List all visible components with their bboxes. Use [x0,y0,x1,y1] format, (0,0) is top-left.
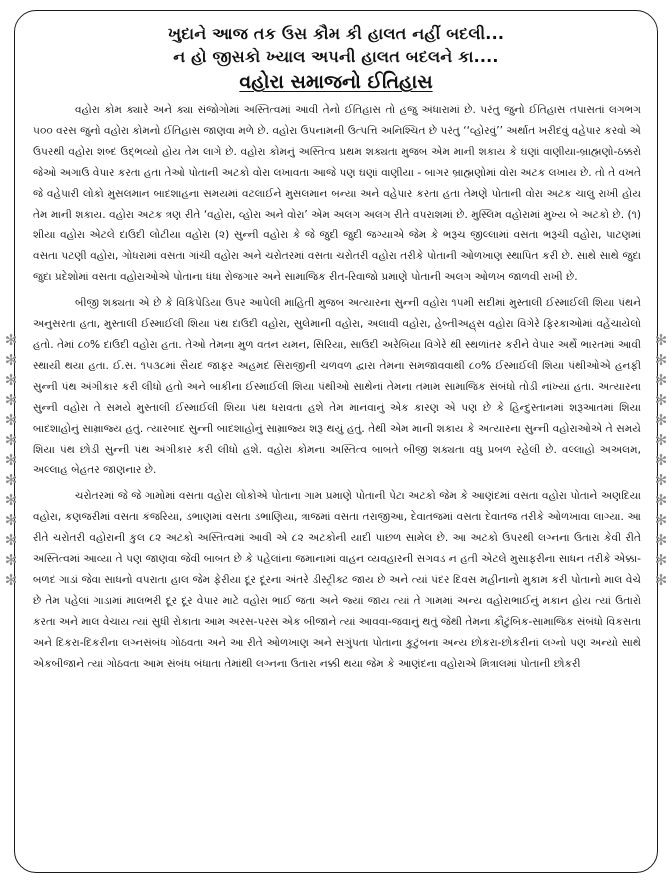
right-star-ornament: ✻ ✻ ✻ ✻ ✻ ✻ ✻ ✻ ✻ ✻ ✻ ✻ ✻ [654,331,668,589]
article-header [30,22,642,95]
paragraph-3: ચરોતરમાં જે જે ગામોમાં વસતા વહોરા લોકોએ પોતાના ગામ પ્રમાણે પોતાની પેટા અટકો જેમ કે આણંદમાં વસતા વહોરા પોતાને અણદિયા વહોરા, કણજરીમાં વસતા કંજરિયા, ડભાણમાં વસતા ડભાણિયા, ત્રાજમાં વસતા તરાજીઆ, દેવાતજમાં વસતા દેવાતજ તરીકે ઓળખાવા લાગ્યા. આ રીતે ચરોતરી વહોરાની કુલ ૮૨ અટકો અસ્તિત્વમાં આવી એ ૮૨ અટકોની યાદી પાછળ સામેલ છે. આ અટકો ઉપરથી લગ્નના ઉતારા કેવી રીતે અસ્તિત્વમાં આવ્યા તે પણ જાણવા જેવી બાબત છે કે પહેલાંના જમાનામાં વાહન વ્યવહારની સગવડ ન હતી એટલે મુસાફરીના સાધન તરીકે એક્કા-બળદ ગાડાં જેવા સાધનો વપરાતા હાલ જેમ ફેરીયા દૂર દૂરના અંતરે ડીસ્ટ્રીક્ટ જાય છે અને ત્યાં પંદર દિવસ મહીનાનો મુકામ કરી પોતાનો માલ વેચે છે તેમ પહેલાં ગાડામાં માલભરી દૂર દૂર વેપાર માટે વહોરા ભાઈ જતા અને જ્યાં જાય ત્યાં તે ગામમાં અન્ય વહોરાભાઈનું મકાન હોય ત્યાં ઉતારો કરતા અને માલ વેચાય ત્યાં સુધી રોકાતા આમ અરસ-પરસ એક બીજાને ત્યાં આવવા-જવાનું થતું જેથી તેમના કૌટુંબિક-સામાજિક સંબંધો વિકસતા અને દિકરા-દિકરીના લગ્નસંબંધ ગોઠવતા અને આ રીતે ઓળખાણ અને સગુંપતા પોતાના કુટુંબના અન્ય છોકરા-છોકરીનાં લગ્નો પણ અન્યો સાથે એકબીજાને ત્યાં ગોઠવતા આમ સંબંધ બંધાતા તેમાંથી લગ્નના ઉતારા નક્કી થયા જેમ કે આણંદના વહોરાએ મિત્રાલમાં પોતાની છોકરી [33,490,641,670]
paragraph-1: વહોરા કોમ ક્યારે અને ક્યા સંજોગોમાં અસ્તિત્વમાં આવી તેનો ઈતિહાસ તો હજુ અંધારામાં છે. પરંતુ જુનો ઈતિહાસ તપાસતાં લગભગ ૫૦૦ વરસ જુનો વહોરા કોમનો ઈતિહાસ જાણવા મળે છે. વહોરા ઉપનામની ઉત્પત્તિ અનિશ્ચિત છે પરંતુ ‘‘વ્હોરવું’’ અર્થાત ખરીદવું વહેપાર કરવો એ ઉપરથી વહોરા શબ્દ ઉદ્ભવ્યો હોય તેમ લાગે છે. વહોરા કોમનું અસ્તિત્વ પ્રથમ શક્યતા મુજબ એમ માની શકાય કે ઘણાં વાણીયા-બ્રાહ્મણો-ઠક્કરો જેઓ અગાઉ વેપાર કરતા હતા તેઓ પોતાની અટકો વોરા લખાવતા આજે પણ ઘણાં વાણીયા - બાગર બ્રાહ્મણોમાં વોરા અટક લખાય છે. તો તે વખતે જે વહેપારી લોકો મુસલમાન બાદશાહના સમયમાં વટલાઈને મુસલમાન બન્યા અને વહેપાર કરતા હતા તેમણે પોતાની વોરા અટક ચાલુ રાખી હોય તેમ માની શકાય. વહોરા અટક ત્રણ રીતે ‘વહોરા, વ્હોરા અને વોરા’ એમ અલગ અલગ રીતે વપરાશમાં છે. મુસ્લિમ વહોરામાં મુખ્ય બે અટકો છે. (૧) શીયા વહોરા એટલે દાઉદી લોટીયા વહોરા (૨) સુન્ની વહોરા કે જે જુદી જુદી જગ્યાએ જેમ કે ભરૂચ જીલ્લામાં વસતા ભરૂચી વહોરા, પાટણમાં વસતા પટણી વહોરા, ગોધરામાં વસતા ગાંચી વહોરા અને ચરોતરમાં વસતા ચરોતરી વહોરા તરીકે પોતાની ઓળખાણ સ્થાપિત કરી છે. સાથે સાથે જુદા જુદા પ્રદેશોમાં વસતા વહોરાઓએ પોતાના ધંધા રોજગાર અને સામાજિક રીત-રિવાજો પ્રમાણે પોતાની અલગ ઓળખ જાળવી રાખી છે. [33,104,641,284]
paragraph-2: બીજી શક્યતા એ છે કે વિકિપેડિયા ઉપર આપેલી માહિતી મુજબ અત્યારના સુન્ની વહોરા ૧૫મી સદીમાં મુસ્તાલી ઈસ્માઈલી શિયા પંથને અનુસરતા હતા, મુસ્તાલી ઈસ્માઈલી શિયા પંથ દાઉદી વહોરા, સુલેમાની વહોરા, અલાવી વહોરા, હેબ્તીઅહ્‌સ વહોરા વિગેરે ફિરકાઓમાં વહેંચાયેલો હતો. તેમાં ૮૦% દાઉદી વહોરા હતા. તેઓ તેમના મુળ વતન યમન, સિરિયા, સાઉદી અરેબિયા વિગેરે થી સ્થળાંતર કરીને વેપાર અર્થે ભારતમાં આવી સ્થાયી થયા હતા. ઈ.સ. ૧૫૩૮માં સૈયદ જાફર અહમદ સિરાજીની ચળવળ દ્વારા તેમના સમજાવવાથી ૮૦% ઈસ્માઈલી શિયા પંથીઓએ હનફી સુન્ની પંથ અંગીકાર કરી લીધો હતો અને બાકીના ઈસ્માઈલી શિયા પંથીઓ સાથેનાં તેમના તમામ સામાજિક સંબંધો તોડી નાંખ્યાં હતા. અત્યારના સુન્ની વહોરા તે સમયે મુસ્તાલી ઈસ્માઈલી શિયા પંથ ધરાવતા હશે તેમ માનવાનું એક કારણ એ પણ છે કે હિન્દુસ્તાનમાં શરૂઆતમાં શિયા બાદશાહોનું સામ્રાજ્ય હતું. ત્યારબાદ સુન્ની બાદશાહોનું સામ્રાજ્ય શરૂ થયું હતું. તેથી એમ માની શકાય કે અત્યારના સુન્ની વહોરાઓએ તે સમયે શિયા પંથ છોડી સુન્ની પંથ અંગીકાર કરી લીધો હશે. વહોરા કોમના અસ્તિત્વ બાબતે બીજી શક્યતા વધુ પ્રબળ રહેલી છે. વલ્લાહો અઅલમ, અલ્લાહ બેહતર જાણનાર છે. [33,297,641,477]
header-couplet-line-1: ખુદાને આજ તક ઉસ કૌમ કી હાલત નહીં બદલી... [167,24,505,43]
article-body [33,100,641,679]
header-couplet-line-2: ન હો જીસકો ખ્યાલ અપની હાલત બદલને કા.... [173,47,499,66]
page-title: વહોરા સમાજનો ઈતિહાસ [239,71,433,93]
left-star-ornament: ✻ ✻ ✻ ✻ ✻ ✻ ✻ ✻ ✻ ✻ ✻ ✻ ✻ [4,331,18,589]
